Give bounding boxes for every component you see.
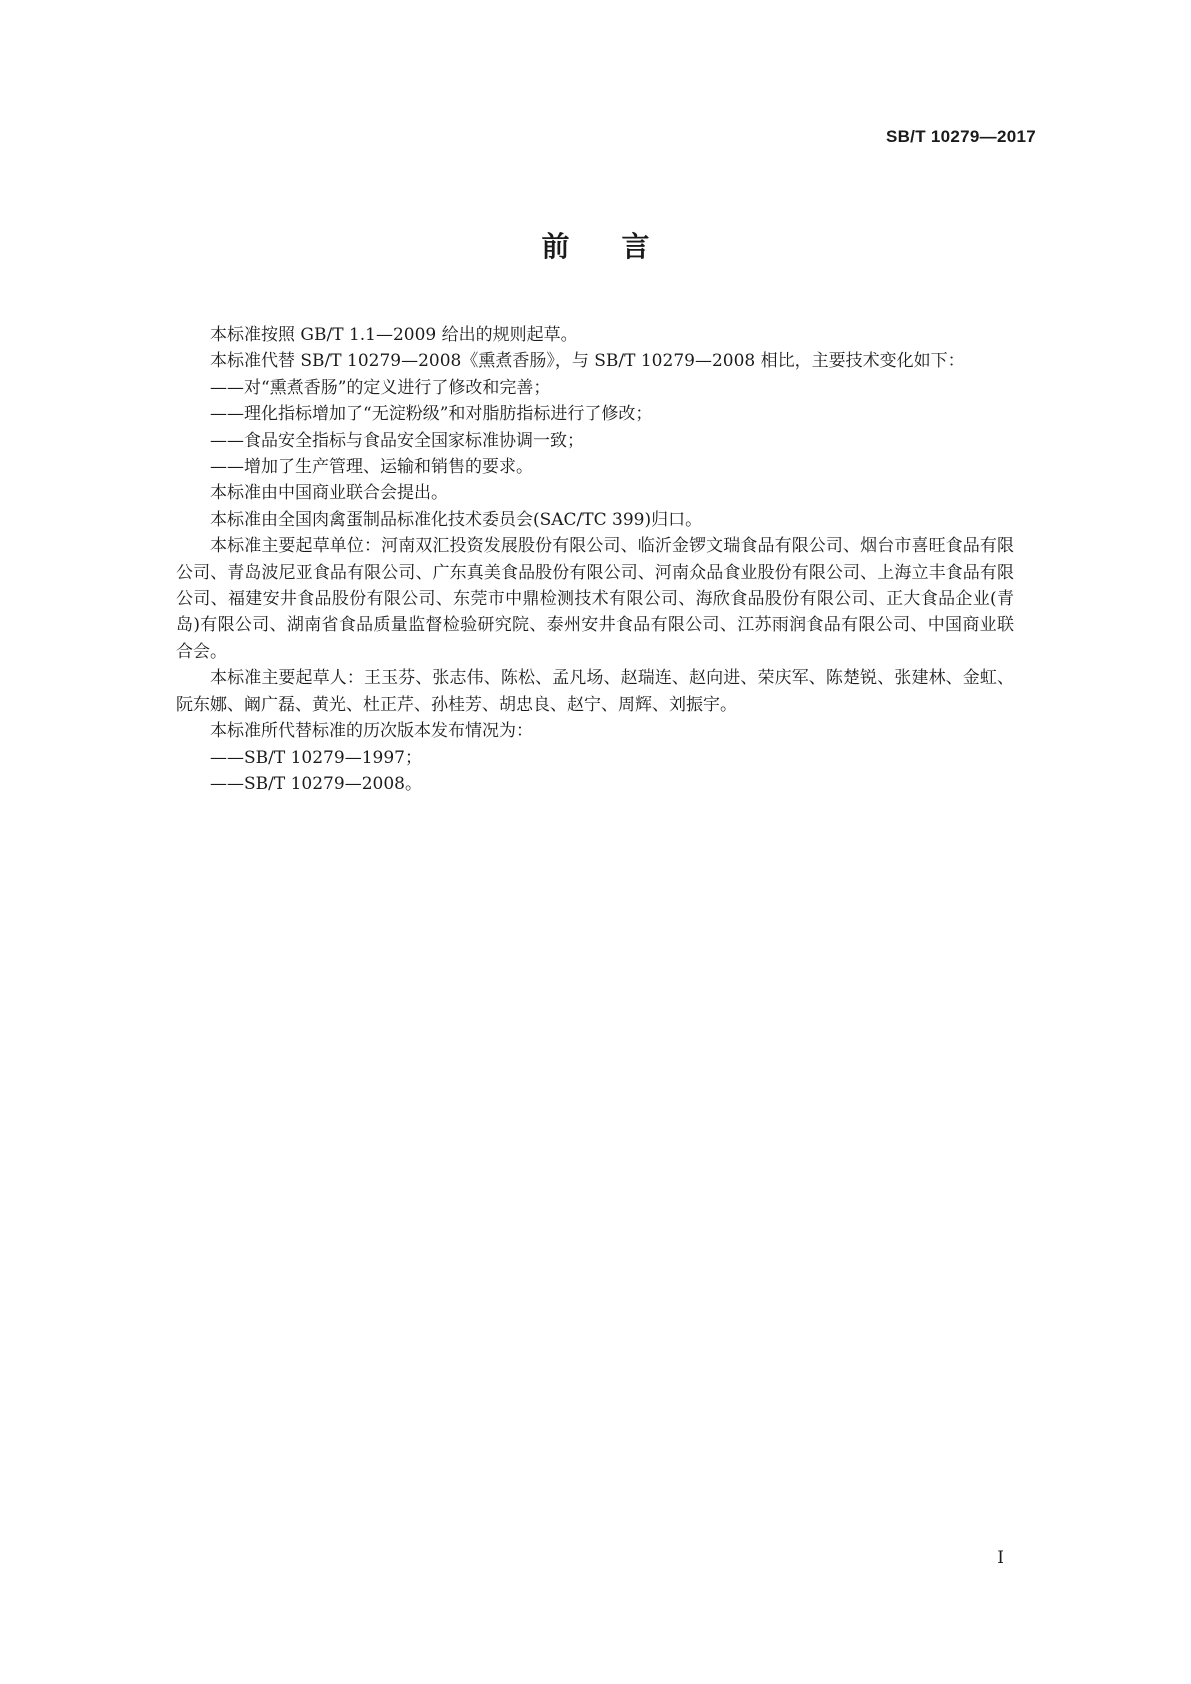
change-item-food-safety: ——食品安全指标与食品安全国家标准协调一致；	[210, 430, 584, 451]
standard-code: SB/T 10279—2017	[885, 127, 1036, 146]
change-item-definition: ——对“熏煮香肠”的定义进行了修改和完善；	[210, 377, 551, 398]
page-title: 前言	[541, 230, 702, 263]
change-item-management: ——增加了生产管理、运输和销售的要求。	[210, 457, 533, 478]
paragraph-replacement: 本标准代替 SB/T 10279—2008《熏煮香肠》，与 SB/T 10279—2008 相比，主要技术变化如下：	[210, 351, 965, 372]
paragraph-proposer: 本标准由中国商业联合会提出。	[210, 483, 448, 504]
history-item-2008: ——SB/T 10279—2008。	[210, 773, 422, 794]
history-item-1997: ——SB/T 10279—1997；	[210, 747, 422, 768]
paragraph-drafting-units: 本标准主要起草单位：河南双汇投资发展股份有限公司、临沂金锣文瑞食品有限公司、烟台市喜旺食品有限公司、青岛波尼亚食品有限公司、广东真美食品股份有限公司、河南众品食业股份有限公司、上海立丰食品有限公司、福建安井食品股份有限公司、东莞市中鼎检测技术有限公司、海欣食品股份有限公司、正大食品企业(青岛)有限公司、湖南省食品质量监督检验研究院、泰州安井食品有限公司、江苏雨润食品有限公司、中国商业联合会。	[176, 536, 1014, 662]
paragraph-history: 本标准所代替标准的历次版本发布情况为：	[210, 721, 533, 742]
change-item-physicochemical: ——理化指标增加了“无淀粉级”和对脂肪指标进行了修改；	[210, 404, 653, 425]
foreword-body	[176, 322, 1014, 797]
page-number: I	[997, 1548, 1004, 1568]
paragraph-drafters: 本标准主要起草人：王玉芬、张志伟、陈松、孟凡场、赵瑞连、赵向进、荣庆军、陈楚锐、张建林、金虹、阮东娜、阚广磊、黄光、杜正芹、孙桂芳、胡忠良、赵宁、周辉、刘振宇。	[176, 668, 1014, 715]
paragraph-committee: 本标准由全国肉禽蛋制品标准化技术委员会(SAC/TC 399)归口。	[210, 509, 703, 530]
paragraph-drafting-rules: 本标准按照 GB/T 1.1—2009 给出的规则起草。	[210, 325, 578, 345]
